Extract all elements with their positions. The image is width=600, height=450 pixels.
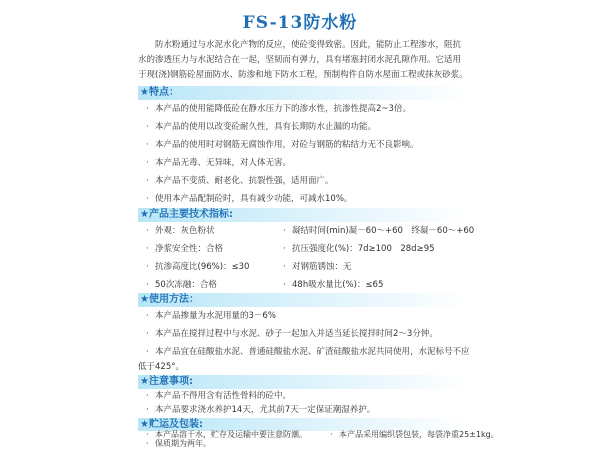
bullet: · — [283, 226, 286, 236]
spec-item: · 50次冻融：合格 — [146, 278, 217, 293]
bullet: · — [146, 347, 149, 357]
bullet: · — [146, 226, 149, 236]
bullet: · — [330, 430, 333, 439]
spec-item: · 抗压强度化(%)：7d≥100 28d≥95 — [283, 242, 435, 257]
spec-item: · 凝结时间(min)凝－60～+60 终凝－60～+60 — [283, 224, 474, 239]
bullet: · — [283, 244, 286, 254]
page-title: FS-13防水粉 — [242, 13, 358, 33]
spec-item: · 对钢筋锈蚀：无 — [283, 260, 352, 275]
bullet: · — [146, 311, 149, 321]
bullet: · — [146, 104, 149, 114]
list-item: · 本产品溶干水，贮存及运输中要注意防潮。 — [146, 430, 307, 439]
bullet: · — [146, 280, 149, 290]
bullet: · — [146, 140, 149, 150]
bullet: · — [146, 329, 149, 339]
section-header-features: ★特点： — [138, 86, 470, 100]
bullet: · — [146, 430, 149, 439]
list-item: · 本产品在搅拌过程中与水泥、砂子一起加入并适当延长搅拌时间2～3分钟。 — [146, 327, 438, 342]
section-header-specs: ★产品主要技术指标: — [138, 208, 470, 222]
section-header-storage: ★贮运及包装: — [138, 418, 470, 431]
section-header-usage: ★使用方法： — [138, 293, 470, 307]
bullet: · — [146, 194, 149, 204]
list-item: · 本产品无毒、无异味，对人体无害。 — [146, 156, 291, 171]
bullet: · — [146, 158, 149, 168]
list-item: · 本产品掺量为水泥用量的3－6% — [146, 309, 276, 324]
intro-paragraph: 防水粉通过与水泥水化产物的反应，使砼变得致密。因此，能防止工程渗水，阻抗水的渗透压力与水泥结合在一起，坚韧而有弹力，具有堵塞封闭水泥孔隙作用。它适用于现(浇)钢筋砼屋面防水、防渗和地下防水工程，预制构件自防水屋面工程或抹灰砂浆。 — [138, 40, 468, 80]
list-item: · 本产品不得用含有活性骨料的砼中。 — [146, 389, 291, 404]
spec-item: · 抗渗高度比(96%)：≤30 — [146, 260, 249, 275]
bullet: · — [146, 405, 149, 415]
list-item: · 本产品不变质、耐老化、抗裂性强，适用面广。 — [146, 174, 334, 189]
list-item: · 保质期为两年。 — [146, 439, 211, 448]
bullet: · — [146, 122, 149, 132]
list-item: · 本产品的使用以改变砼耐久性，具有长期防水止漏的功能。 — [146, 120, 376, 135]
list-item: · 本产品的使用时对钢筋无腐蚀作用，对砼与钢筋的粘结力无不良影响。 — [146, 138, 419, 153]
list-item: · 使用本产品配制砼时，具有减少功能，可减水10%。 — [146, 192, 352, 207]
spec-item: · 净浆安全性：合格 — [146, 242, 223, 257]
list-item-continuation: 低于425°。 — [138, 362, 184, 372]
spec-item: · 外观：灰色粉状 — [146, 224, 215, 239]
bullet: · — [146, 176, 149, 186]
bullet: · — [146, 262, 149, 272]
bullet: · — [283, 280, 286, 290]
bullet: · — [146, 439, 149, 448]
spec-item: · 48h吸水量比(%)：≤65 — [283, 278, 383, 293]
list-item: · 本产品采用编织袋包装，每袋净重25±1kg。 — [330, 430, 499, 439]
list-item: · 本产品的使用能降低砼在静水压力下的渗水性，抗渗性提高2~3倍。 — [146, 102, 411, 117]
list-item: · 本产品宜在硅酸盐水泥、普通硅酸盐水泥、矿渣硅酸盐水泥共同使用，水泥标号不应 — [146, 345, 470, 360]
section-header-notes: ★注意事项: — [138, 375, 470, 389]
bullet: · — [146, 391, 149, 401]
list-item: · 本产品要求浇水养护14天，尤其前7天一定保证潮湿养护。 — [146, 403, 375, 418]
bullet: · — [283, 262, 286, 272]
bullet: · — [146, 244, 149, 254]
